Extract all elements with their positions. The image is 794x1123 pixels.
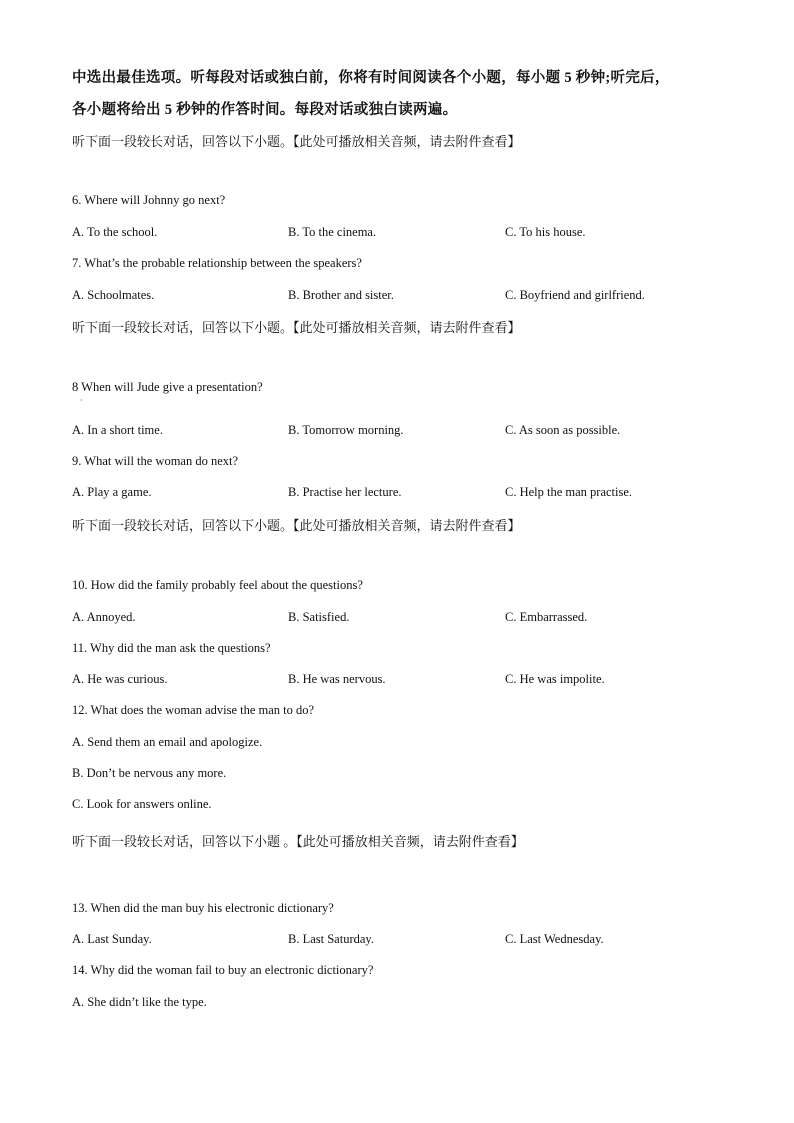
listening-note-2: 听下面一段较长对话，回答以下小题。【此处可播放相关音频，请去附件查看】	[72, 320, 521, 335]
instructions-line-1: 中选出最佳选项。听每段对话或独白前，你将有时间阅读各个小题，每小题 5 秒钟;听完后，	[72, 70, 670, 86]
q6-option-b: B. To the cinema.	[288, 225, 377, 239]
q9-option-b: B. Practise her lecture.	[288, 485, 402, 499]
q7-option-b: B. Brother and sister.	[288, 288, 394, 302]
q12-option-c: C. Look for answers online.	[72, 797, 212, 811]
q10-option-b: B. Satisfied.	[288, 610, 350, 624]
question-14: 14. Why did the woman fail to buy an electronic dictionary?	[72, 963, 374, 977]
question-8: 8 When will Jude give a presentation?	[72, 380, 263, 394]
q12-option-b: B. Don’t be nervous any more.	[72, 766, 227, 780]
listening-note-1: 听下面一段较长对话，回答以下小题。【此处可播放相关音频，请去附件查看】	[72, 134, 521, 149]
q6-option-c: C. To his house.	[505, 225, 586, 239]
listening-note-4: 听下面一段较长对话，回答以下小题 。【此处可播放相关音频，请去附件查看】	[72, 834, 524, 849]
question-10: 10. How did the family probably feel about the questions?	[72, 578, 363, 592]
q7-option-c: C. Boyfriend and girlfriend.	[505, 288, 645, 302]
q10-option-a: A. Annoyed.	[72, 610, 136, 624]
q13-option-b: B. Last Saturday.	[288, 932, 374, 946]
q10-option-c: C. Embarrassed.	[505, 610, 588, 624]
q13-option-c: C. Last Wednesday.	[505, 932, 604, 946]
q14-option-a: A. She didn’t like the type.	[72, 995, 207, 1009]
q12-option-a: A. Send them an email and apologize.	[72, 735, 263, 749]
q9-option-a: A. Play a game.	[72, 485, 152, 499]
question-12: 12. What does the woman advise the man to do?	[72, 703, 315, 717]
instructions-line-2: 各小题将给出 5 秒钟的作答时间。每段对话或独白读两遍。	[72, 102, 458, 118]
q11-option-a: A. He was curious.	[72, 672, 168, 686]
question-6: 6. Where will Johnny go next?	[72, 193, 226, 207]
question-13: 13. When did the man buy his electronic dictionary?	[72, 901, 334, 915]
question-7: 7. What’s the probable relationship between the speakers?	[72, 256, 362, 270]
q13-option-a: A. Last Sunday.	[72, 932, 152, 946]
q6-option-a: A. To the school.	[72, 225, 158, 239]
q9-option-c: C. Help the man practise.	[505, 485, 633, 499]
q7-option-a: A. Schoolmates.	[72, 288, 155, 302]
listening-note-3: 听下面一段较长对话，回答以下小题。【此处可播放相关音频，请去附件查看】	[72, 518, 521, 533]
q11-option-b: B. He was nervous.	[288, 672, 386, 686]
q11-option-c: C. He was impolite.	[505, 672, 605, 686]
question-9: 9. What will the woman do next?	[72, 454, 239, 468]
q8-option-c: C. As soon as possible.	[505, 423, 621, 437]
q8-option-a: A. In a short time.	[72, 423, 163, 437]
stray-dot-mark: ·	[80, 396, 83, 405]
q8-option-b: B. Tomorrow morning.	[288, 423, 404, 437]
question-11: 11. Why did the man ask the questions?	[72, 641, 271, 655]
